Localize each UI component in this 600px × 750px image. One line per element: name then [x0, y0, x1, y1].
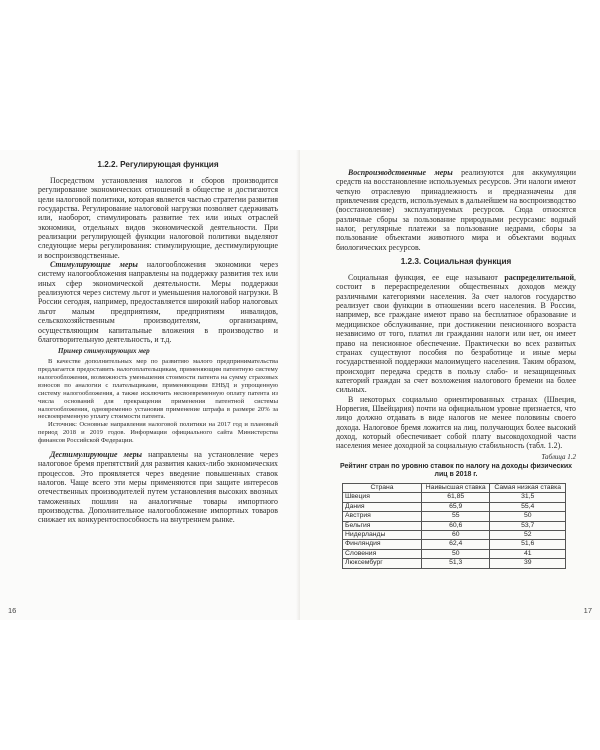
table-title: Рейтинг стран по уровню ставок по налогу на доходы физических лиц в 2018 г.	[339, 462, 573, 479]
table-header-row	[343, 483, 566, 492]
table-row: Финляндия 62,4 51,6	[343, 540, 566, 549]
paragraph: Дестимулирующие меры направлены на установление через налоговое бремя препятствий для развития каких-либо экономических процессов. Это проявляется через введение повышенных ставок налогов. Чаще всего эти меры применяются при защите интересов отечественных производителей путем установления высоких ввозных таможенных пошлин на аналогичные товары импортного производства. Дополнительное налогообложение импортных товаров снижает их конкурентоспособность на внутреннем рынке.	[38, 450, 278, 525]
table-row: Швеция 61,85 31,5	[343, 493, 566, 502]
paragraph: Воспроизводственные меры реализуются для аккумуляции средств на восстановление используемых ресурсов. Эти налоги имеют четкую отраслевую принадлежность и предназначены для привлечения средств, используемых в дальнейшем на воспроизводство (восстановление) эксплуатируемых ресурсов. Сюда относятся различные сборы за пользование природными ресурсами: водный налог, регулярные платежи за пользование недрами, сборы за пользование объектами животного мира и объектами водных биологических ресурсов.	[336, 168, 576, 252]
column-header: Наивысшая ставка	[422, 483, 490, 492]
paragraph: Стимулирующие меры налогообложения экономики через систему налогообложения направлены на поддержку развития тех или иных сфер экономической деятельности. Меры поддержки реализуются через систему льгот и уменьшения налоговой нагрузки. В России сегодня, например, предоставляется широкий набор налоговых льгот малым предприятиям, предприятиям инвалидов, сельскохозяйственным производителям, организациям, осуществляющим капитальные вложения в производство и благотворительную деятельность, и т.д.	[38, 260, 278, 344]
table-row: Дания 65,9 55,4	[343, 502, 566, 511]
example-heading: Пример стимулирующих мер	[58, 347, 150, 356]
left-page	[0, 150, 300, 620]
section-heading-social: 1.2.3. Социальная функция	[400, 257, 512, 267]
paragraph: Социальная функция, ее еще называют распределительной, состоит в перераспределении общественных доходов между различными категориями населения. За счет налогов государство реализует свои функции в отношении всего населения. В России, например, все граждане имеют право на бесплатное образование и медицинское обслуживание, при достижении пенсионного возраста независимо от того, платил ли гражданин налоги или нет, он имеет право на пенсионное обеспечение. Практически во всех развитых странах существуют пособия по безработице и иные меры государственной поддержки малоимущего населения. Таким образом, происходит передача средств в пользу слабо- и незащищенных категорий граждан за счет возложения налогового бремени на более сильных.	[336, 273, 576, 395]
term-stimulating: Стимулирующие меры	[50, 260, 138, 270]
term-reproductive: Воспроизводственные меры	[348, 168, 453, 177]
section-heading-regulatory: 1.2.2. Регулирующая функция	[97, 160, 219, 169]
paragraph: В некоторых социально ориентированных странах (Швеция, Норвегия, Швейцария) почти на официальном уровне признается, что лицо должно отдавать в виде налогов не менее половины своего дохода. Налоговое бремя ложится на лиц, получающих более высокий доход, который обеспечивает собой плату высокодоходной части населения менее доходной за социальную стабильность (табл. 1.2).	[336, 394, 576, 451]
paragraph: Посредством установления налогов и сборов производится регулирование экономических отношений в обществе и достигаются цели налоговой политики, которая является частью стратегии развития государства. Регулирование налоговой нагрузки позволяет сдерживать или, наоборот, стимулировать развитие тех или иных отраслей экономики, отдельных видов экономической деятельности. При реализации регулирующей функции налоговой политики выделяют следующие меры регулирования: стимулирующие, дестимулирующие и воспроизводственные.	[38, 176, 278, 260]
column-header: Самая низкая ставка	[490, 483, 566, 492]
table-row: Словения 50 41	[343, 549, 566, 558]
tax-rates-table	[342, 483, 566, 569]
example-box	[38, 348, 278, 445]
right-page	[300, 150, 600, 620]
table-row: Австрия 55 50	[343, 512, 566, 521]
source-text: Источник: Основные направления налоговой политики на 2017 год и плановый период 2018 и 2019 годов. Информации официального сайта Министерства финансов Российской Федерации.	[38, 421, 278, 445]
term-distributive: распределительной	[504, 273, 575, 283]
right-column	[336, 168, 576, 569]
table-row: Бельгия 60,6 53,7	[343, 521, 566, 530]
page-number: 16	[8, 606, 17, 615]
example-text: В качестве дополнительных мер по развитию малого предпринимательства предлагается предоставить налогоплательщикам, применяющим патентную систему налогообложения, возможность уменьшения стоимости патента на сумму страховых взносов по аналогии с плательщиками, применяющими ЕНВД и упрощенную систему налогообложения, а также исключить несвоевременную оплату патента из числа оснований для прекращения применения патентной системы налогообложения, одновременно установив применение штрафа в размере 20% за несвоевременную уплату стоимости патента.	[38, 358, 278, 421]
column-header: Страна	[343, 483, 422, 492]
page-number: 17	[583, 606, 592, 615]
term-destimulating: Дестимулирующие меры	[50, 450, 142, 460]
left-column	[38, 160, 278, 525]
table-note: Таблица 1.2	[541, 452, 576, 461]
table-row: Нидерланды 60 52	[343, 531, 566, 540]
table-row: Люксембург 51,3 39	[343, 559, 566, 568]
